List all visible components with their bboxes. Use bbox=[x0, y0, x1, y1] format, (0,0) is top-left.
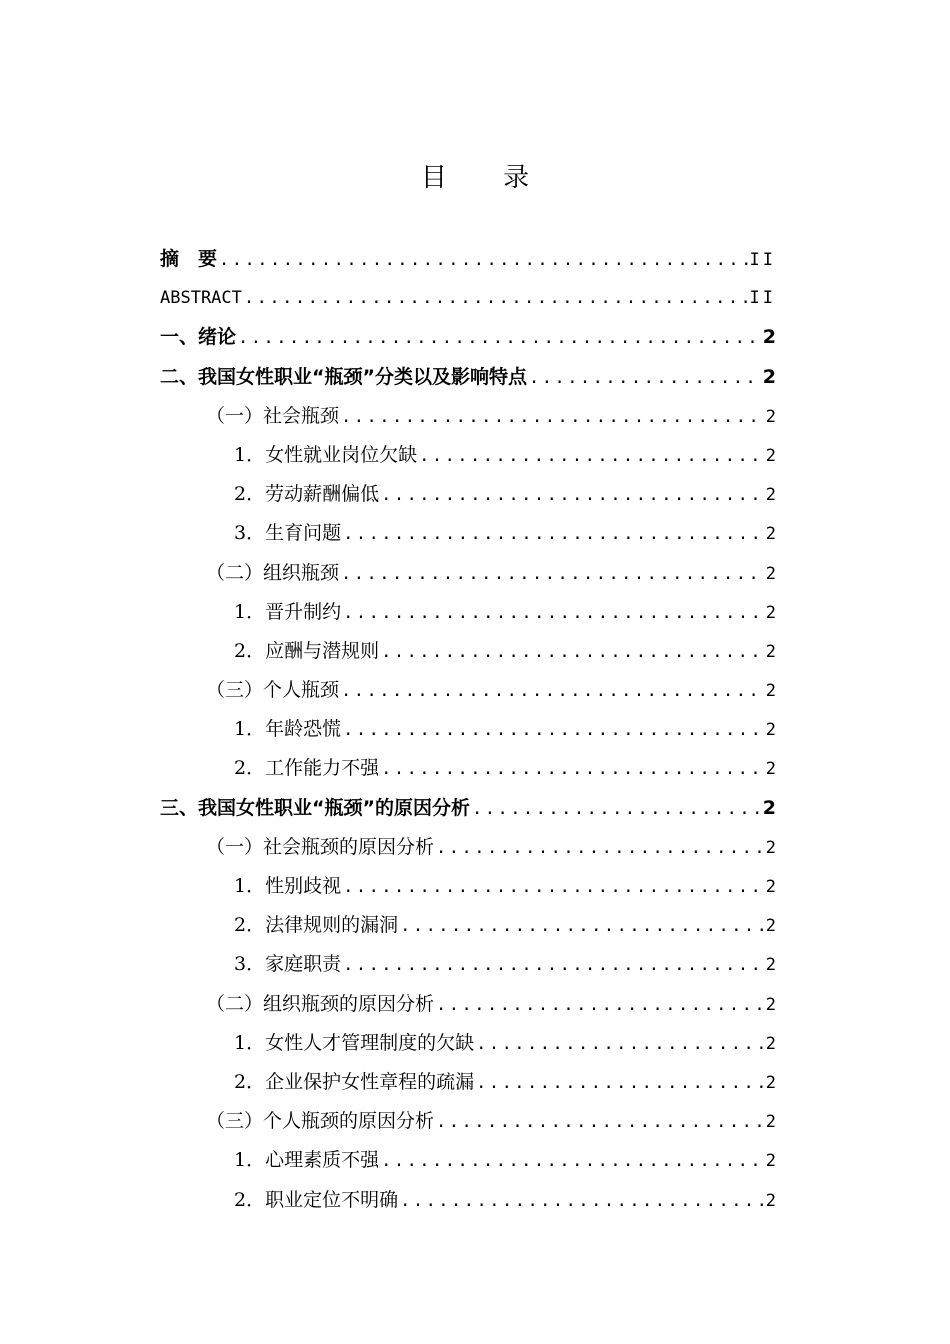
toc-dot-leader bbox=[244, 279, 748, 318]
toc-entry-label: （三）个人瓶颈的原因分析 bbox=[206, 1110, 435, 1133]
toc-page-number: 2 bbox=[762, 365, 776, 388]
toc-entry-label: 三、我国女性职业“瓶颈”的原因分析 bbox=[160, 796, 470, 819]
toc-entry[interactable] bbox=[160, 358, 776, 397]
toc-entry[interactable] bbox=[160, 1181, 776, 1220]
toc-dot-leader bbox=[476, 1064, 764, 1102]
toc-entry[interactable] bbox=[160, 436, 776, 475]
toc-entry-label: （二）组织瓶颈 bbox=[206, 561, 340, 584]
toc-page-number: 2 bbox=[765, 1112, 776, 1133]
toc-page-number: II bbox=[749, 250, 776, 270]
toc-dot-leader bbox=[381, 633, 764, 671]
toc-dot-leader bbox=[341, 672, 764, 710]
toc-page-number: 2 bbox=[765, 877, 776, 897]
toc-page-number: II bbox=[749, 288, 776, 309]
toc-entry[interactable] bbox=[160, 1024, 776, 1063]
toc-entry[interactable] bbox=[160, 593, 776, 632]
toc-entry[interactable] bbox=[160, 710, 776, 749]
toc-page-number: 2 bbox=[765, 1190, 776, 1211]
toc-entry[interactable] bbox=[160, 1102, 776, 1141]
toc-dot-leader bbox=[400, 1182, 764, 1220]
toc-entry-label: 1．性别歧视 bbox=[234, 875, 342, 897]
toc-dot-leader bbox=[381, 750, 764, 788]
toc-dot-leader bbox=[436, 1103, 764, 1141]
toc-dot-leader bbox=[341, 555, 764, 593]
toc-page-number: 2 bbox=[762, 326, 776, 349]
toc-page-number: 2 bbox=[765, 445, 776, 466]
toc-entry[interactable] bbox=[160, 397, 776, 436]
toc-entry-label: 一、绪论 bbox=[160, 326, 237, 349]
toc-page-number: 2 bbox=[762, 796, 776, 819]
toc-entry[interactable] bbox=[160, 632, 776, 671]
toc-entry[interactable] bbox=[160, 828, 776, 867]
toc-entry[interactable] bbox=[160, 906, 776, 945]
toc-page-number: 2 bbox=[765, 994, 776, 1015]
toc-entry[interactable] bbox=[160, 1063, 776, 1102]
toc-dot-leader bbox=[381, 476, 764, 514]
table-of-contents bbox=[160, 240, 776, 1220]
toc-page-number: 2 bbox=[765, 720, 776, 741]
toc-entry-label: 3．家庭职责 bbox=[234, 953, 342, 976]
toc-page-number: 2 bbox=[765, 524, 776, 545]
toc-entry[interactable] bbox=[160, 554, 776, 593]
toc-dot-leader bbox=[343, 946, 764, 984]
toc-page-number: 2 bbox=[765, 1072, 776, 1093]
page-title: 目 录 bbox=[420, 163, 554, 193]
toc-entry-label: 2．法律规则的漏洞 bbox=[234, 914, 399, 937]
toc-entry-label: （三）个人瓶颈 bbox=[206, 679, 340, 702]
toc-entry-label: 2．劳动薪酬偏低 bbox=[234, 483, 380, 506]
toc-entry-label: 1．晋升制约 bbox=[234, 600, 342, 623]
toc-entry[interactable] bbox=[160, 240, 776, 279]
toc-entry-label: 摘 要 bbox=[160, 248, 218, 270]
toc-page-number: 2 bbox=[765, 406, 776, 427]
toc-entry[interactable] bbox=[160, 749, 776, 788]
toc-entry-label: （二）组织瓶颈的原因分析 bbox=[206, 992, 435, 1015]
toc-dot-leader bbox=[343, 515, 764, 553]
toc-page-number: 2 bbox=[765, 1151, 776, 1172]
toc-entry-label: 1．女性人才管理制度的欠缺 bbox=[234, 1031, 475, 1054]
toc-entry-label: 2．工作能力不强 bbox=[234, 757, 380, 780]
toc-page-number: 2 bbox=[765, 1033, 776, 1054]
toc-dot-leader bbox=[381, 1142, 764, 1180]
toc-entry-label: （一）社会瓶颈 bbox=[206, 404, 340, 427]
toc-entry[interactable] bbox=[160, 279, 776, 318]
toc-dot-leader bbox=[400, 907, 764, 945]
toc-entry[interactable] bbox=[160, 789, 776, 828]
toc-dot-leader bbox=[476, 1025, 764, 1063]
toc-entry[interactable] bbox=[160, 1141, 776, 1180]
toc-entry[interactable] bbox=[160, 514, 776, 553]
toc-entry[interactable] bbox=[160, 671, 776, 710]
toc-page-number: 2 bbox=[765, 563, 776, 584]
toc-page-number: 2 bbox=[765, 681, 776, 702]
toc-entry-label: 2．企业保护女性章程的疏漏 bbox=[234, 1070, 475, 1093]
toc-entry-label: 2．职业定位不明确 bbox=[234, 1188, 399, 1211]
toc-dot-leader bbox=[529, 359, 761, 397]
toc-dot-leader bbox=[343, 711, 764, 749]
toc-dot-leader bbox=[219, 241, 748, 279]
toc-entry-label: 二、我国女性职业“瓶颈”分类以及影响特点 bbox=[160, 365, 527, 388]
toc-dot-leader bbox=[472, 790, 761, 828]
toc-entry-label: 3．生育问题 bbox=[234, 522, 342, 545]
toc-page-number: 2 bbox=[765, 837, 776, 858]
toc-dot-leader bbox=[436, 986, 764, 1024]
toc-entry[interactable] bbox=[160, 318, 776, 357]
toc-dot-leader bbox=[343, 868, 764, 906]
toc-page-number: 2 bbox=[765, 641, 776, 662]
toc-entry[interactable] bbox=[160, 985, 776, 1024]
toc-entry-label: 1．女性就业岗位欠缺 bbox=[234, 443, 418, 466]
toc-page-number: 2 bbox=[765, 759, 776, 780]
toc-page-number: 2 bbox=[765, 955, 776, 976]
toc-dot-leader bbox=[238, 319, 761, 357]
toc-dot-leader bbox=[419, 437, 764, 475]
toc-entry[interactable] bbox=[160, 475, 776, 514]
toc-page-number: 2 bbox=[765, 602, 776, 623]
toc-page-number: 2 bbox=[765, 916, 776, 937]
toc-entry[interactable] bbox=[160, 945, 776, 984]
toc-dot-leader bbox=[341, 398, 764, 436]
toc-entry-label: 2．应酬与潜规则 bbox=[234, 639, 380, 662]
toc-dot-leader bbox=[436, 829, 764, 867]
toc-dot-leader bbox=[343, 594, 764, 632]
toc-entry[interactable] bbox=[160, 867, 776, 906]
toc-entry-label: 1．心理素质不强 bbox=[234, 1149, 380, 1172]
toc-page-number: 2 bbox=[765, 485, 776, 506]
toc-entry-label: 1．年龄恐慌 bbox=[234, 718, 342, 741]
toc-entry-label: （一）社会瓶颈的原因分析 bbox=[206, 835, 435, 858]
toc-entry-label: ABSTRACT bbox=[160, 288, 242, 309]
